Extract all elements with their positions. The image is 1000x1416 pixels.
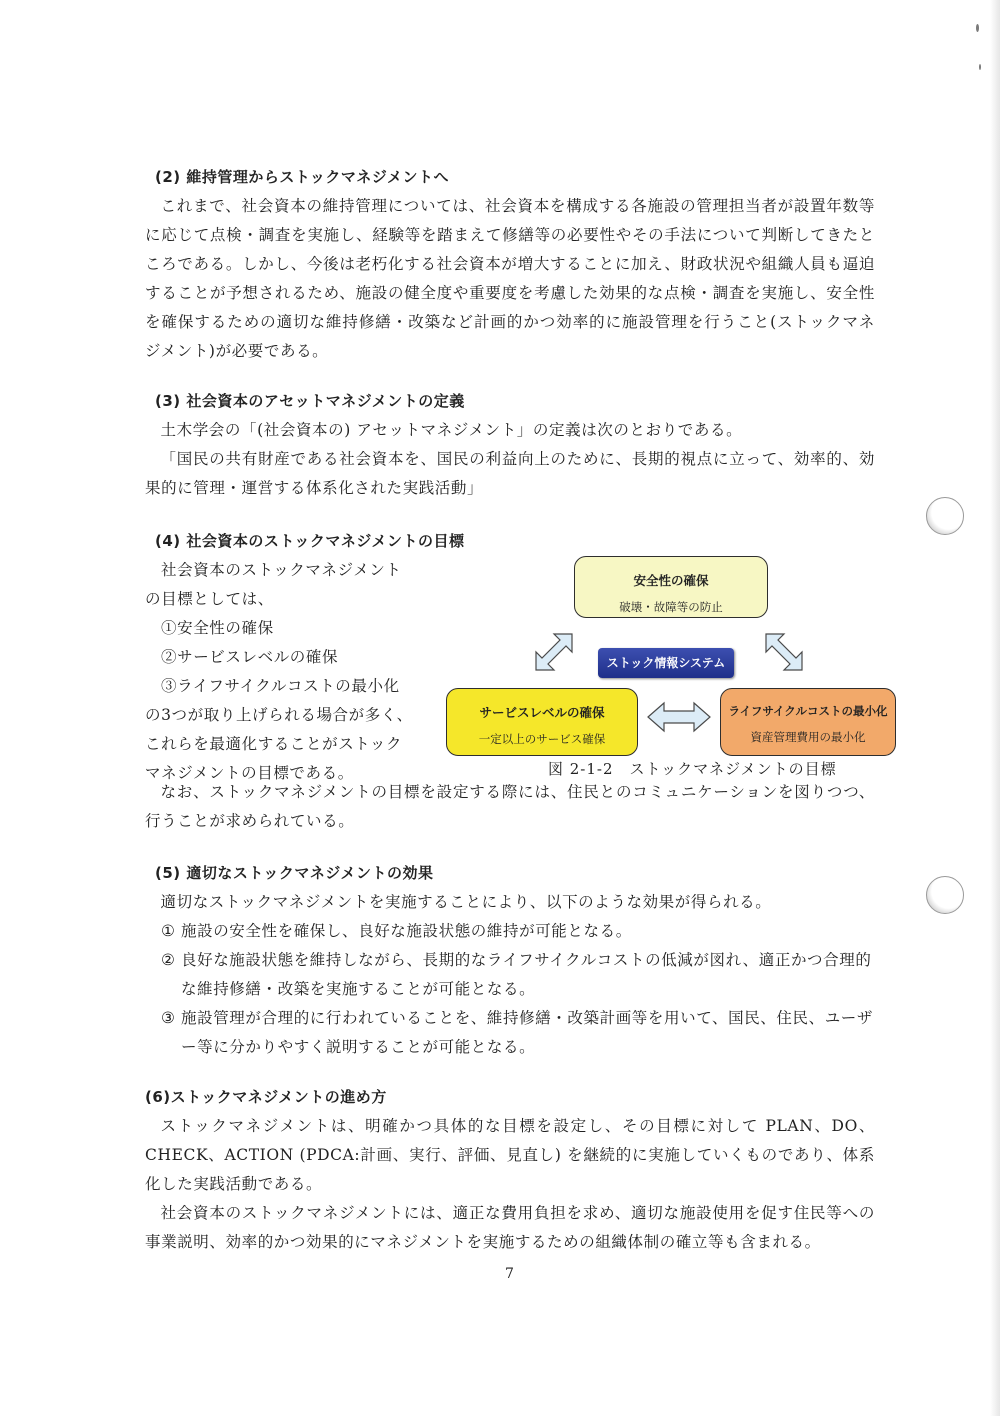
effect-item-2-mark: ② bbox=[161, 951, 176, 969]
section-2-heading: (2) 維持管理からストックマネジメントへ bbox=[155, 168, 449, 186]
goal-item-lcc: ③ライフサイクルコストの最小化 bbox=[161, 677, 400, 695]
section-4-note-text: なお、ストックマネジメントの目標を設定する際には、住民とのコミュニケーションを図りつつ、行うことが求められている。 bbox=[145, 783, 875, 830]
box-lifecycle-cost-subtitle: 資産管理費用の最小化 bbox=[750, 730, 866, 744]
box-lifecycle-cost-title: ライフサイクルコストの最小化 bbox=[728, 704, 888, 718]
page-edge-shadow bbox=[990, 0, 1000, 1416]
goal-intro-line-2: の目標としては、 bbox=[145, 590, 274, 608]
scan-speck bbox=[976, 24, 979, 32]
box-safety-subtitle: 破壊・故障等の防止 bbox=[619, 600, 723, 614]
effect-item-2-text: 良好な施設状態を維持しながら、長期的なライフサイクルコストの低減が図れ、適正かつ合理的な維持修繕・改築を実施することが可能となる。 bbox=[181, 951, 872, 998]
effect-item-2 bbox=[145, 946, 875, 1004]
section-6-para-1: ストックマネジメントは、明確かつ具体的な目標を設定し、その目標に対して PLAN、DO、CHECK、ACTION (PDCA:計画、実行、評価、見直し) を継続的に実施していくものであり、体系化した実践活動である。 bbox=[145, 1117, 875, 1193]
section-2-body: これまで、社会資本の維持管理については、社会資本を構成する各施設の管理担当者が設置年数等に応じて点検・調査を実施し、経験等を踏まえて修繕等の必要性やその手法について判断してきたところである。しかし、今後は老朽化する社会資本が増大することに加え、財政状況や組織人員も逼迫することが予想されるため、施設の健全度や重要度を考慮した効果的な点検・調査を実施し、安全性を確保するための適切な維持修繕・改築など計画的かつ効率的に施設管理を行うこと(ストックマネジメント)が必要である。 bbox=[145, 197, 875, 360]
section-4-note bbox=[145, 778, 875, 836]
goal-item-service: ②サービスレベルの確保 bbox=[161, 648, 339, 666]
box-service-level-subtitle: 一定以上のサービス確保 bbox=[478, 732, 606, 746]
punch-hole-upper bbox=[926, 497, 964, 535]
section-6 bbox=[145, 1086, 875, 1257]
goal-item-safety: ①安全性の確保 bbox=[161, 619, 274, 637]
effect-item-1-mark: ① bbox=[161, 922, 176, 940]
arrow-safety-lcc-icon bbox=[762, 630, 806, 674]
goal-summary-line-1: の3つが取り上げられる場合が多く、 bbox=[145, 706, 413, 724]
section-4-heading: (4) 社会資本のストックマネジメントの目標 bbox=[155, 532, 465, 550]
scan-speck bbox=[979, 64, 981, 70]
effect-item-1 bbox=[145, 917, 875, 946]
section-3-quote: 「国民の共有財産である社会資本を、国民の利益向上のために、長期的視点に立って、効率的、効果的に管理・運営する体系化された実践活動」 bbox=[145, 450, 875, 497]
goal-intro-line-1: 社会資本のストックマネジメント bbox=[161, 561, 402, 579]
stock-info-system-box: ストック情報システム bbox=[598, 648, 734, 678]
section-3 bbox=[145, 390, 875, 503]
effect-item-3-mark: ③ bbox=[161, 1009, 176, 1027]
box-service-level-title: サービスレベルの確保 bbox=[479, 705, 605, 720]
section-5-heading: (5) 適切なストックマネジメントの効果 bbox=[155, 864, 434, 882]
goal-summary-line-3: マネジメントの目標である。 bbox=[145, 764, 354, 782]
box-safety bbox=[574, 556, 768, 618]
box-safety-title: 安全性の確保 bbox=[633, 573, 709, 588]
stock-management-goals-diagram bbox=[440, 550, 900, 790]
section-6-heading: (6)ストックマネジメントの進め方 bbox=[145, 1088, 387, 1106]
section-6-para-2: 社会資本のストックマネジメントには、適正な費用負担を求め、適切な施設使用を促す住民等への事業説明、効率的かつ効果的にマネジメントを実施するための組織体制の確立等も含まれる。 bbox=[145, 1204, 875, 1251]
arrow-service-lcc-icon bbox=[646, 700, 712, 734]
page-number: 7 bbox=[505, 1266, 514, 1282]
figure-caption: 図 2-1-2 ストックマネジメントの目標 bbox=[548, 760, 837, 778]
section-5 bbox=[145, 862, 875, 1062]
arrow-safety-service-icon bbox=[532, 630, 576, 674]
box-lifecycle-cost bbox=[720, 688, 896, 756]
effect-item-3-text: 施設管理が合理的に行われていることを、維持修繕・改築計画等を用いて、国民、住民、ユーザー等に分かりやすく説明することが可能となる。 bbox=[181, 1009, 873, 1056]
section-5-intro: 適切なストックマネジメントを実施することにより、以下のような効果が得られる。 bbox=[160, 893, 772, 911]
effect-item-3 bbox=[145, 1004, 875, 1062]
effect-item-1-text: 施設の安全性を確保し、良好な施設状態の維持が可能となる。 bbox=[181, 922, 632, 940]
section-3-heading: (3) 社会資本のアセットマネジメントの定義 bbox=[155, 392, 465, 410]
goal-summary-line-2: これらを最適化することがストック bbox=[145, 735, 403, 753]
section-3-intro: 土木学会の「(社会資本の) アセットマネジメント」の定義は次のとおりである。 bbox=[160, 421, 743, 439]
punch-hole-lower bbox=[926, 876, 964, 914]
section-4-text-column bbox=[145, 556, 435, 788]
box-service-level bbox=[446, 688, 638, 756]
section-2 bbox=[145, 166, 875, 366]
